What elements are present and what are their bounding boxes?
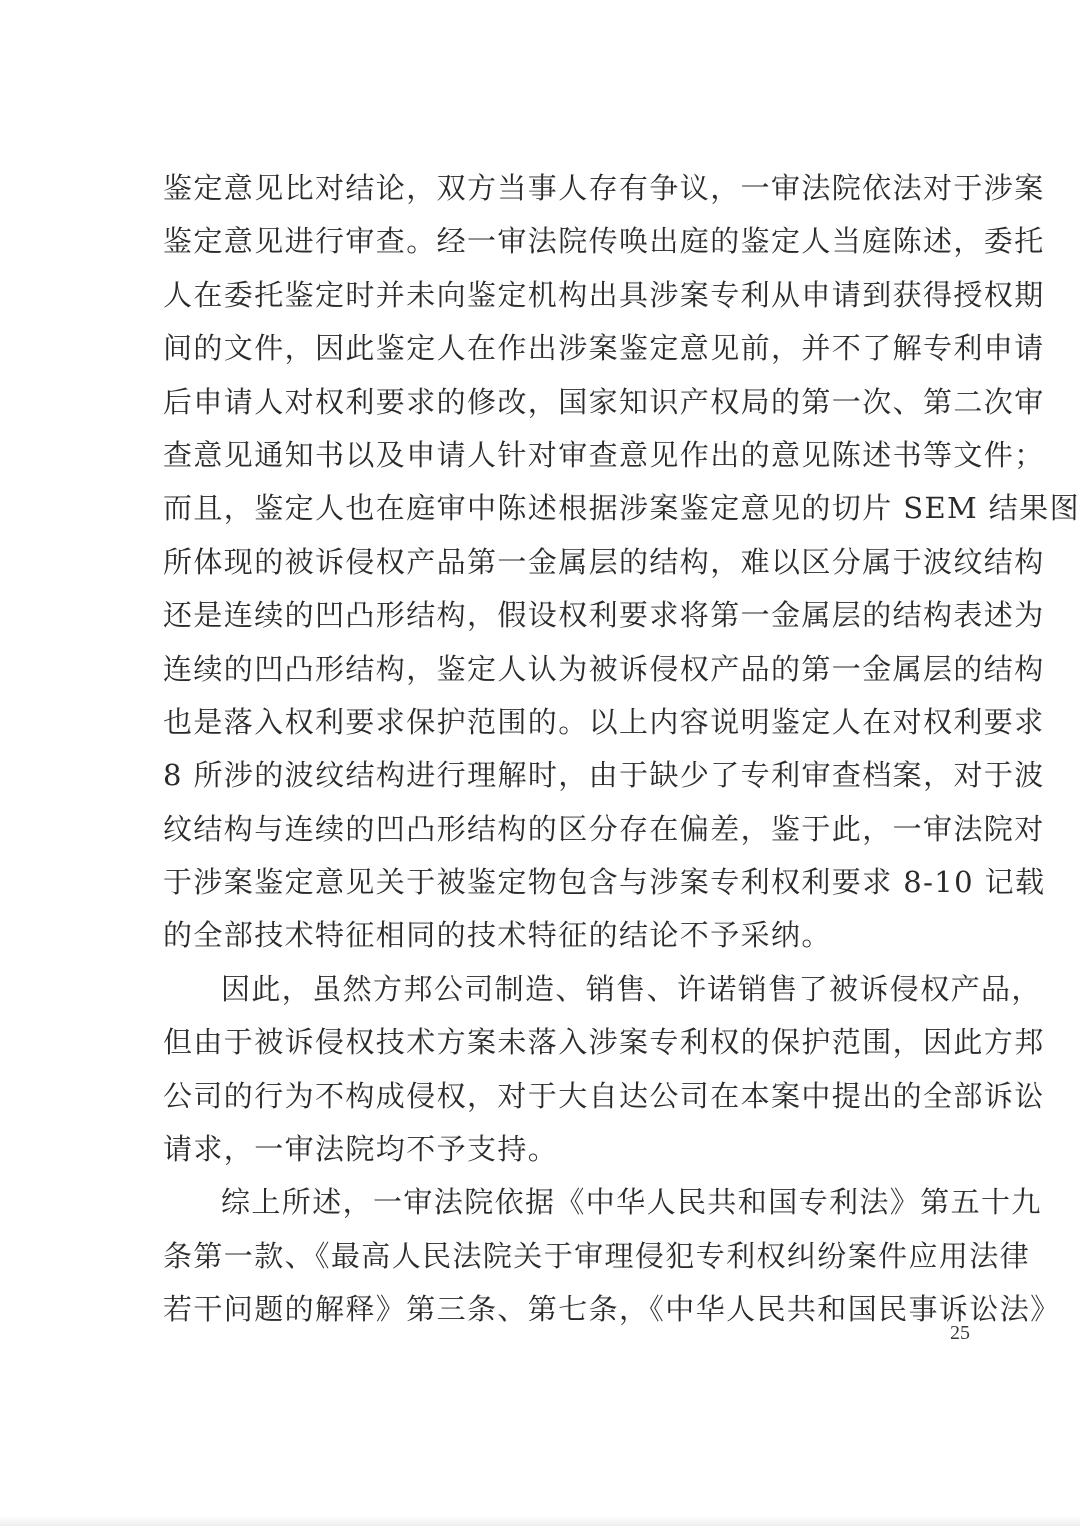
- text-line: 鉴定意见进行审查。经一审法院传唤出庭的鉴定人当庭陈述，委托: [163, 224, 1045, 259]
- text-line: 间的文件，因此鉴定人在作出涉案鉴定意见前，并不了解专利申请: [163, 331, 1045, 366]
- text-line: 还是连续的凹凸形结构，假设权利要求将第一金属层的结构表述为: [163, 598, 1045, 633]
- text-line: 条第一款、《最高人民法院关于审理侵犯专利权纠纷案件应用法律: [163, 1238, 1031, 1273]
- text-line: 综上所述，一审法院依据《中华人民共和国专利法》第五十九: [221, 1185, 1042, 1220]
- text-line: 公司的行为不构成侵权，对于大自达公司在本案中提出的全部诉讼: [163, 1078, 1045, 1113]
- text-line: 连续的凹凸形结构，鉴定人认为被诉侵权产品的第一金属层的结构: [163, 651, 1045, 686]
- text-line: 而且，鉴定人也在庭审中陈述根据涉案鉴定意见的切片 SEM 结果图: [163, 491, 1080, 526]
- text-line: 因此，虽然方邦公司制造、销售、许诺销售了被诉侵权产品，: [221, 971, 1042, 1006]
- page-bottom-edge: [0, 1516, 1080, 1526]
- text-line: 纹结构与连续的凹凸形结构的区分存在偏差，鉴于此，一审法院对: [163, 811, 1045, 846]
- text-line: 所体现的被诉侵权产品第一金属层的结构，难以区分属于波纹结构: [163, 544, 1045, 579]
- text-line: 也是落入权利要求保护范围的。以上内容说明鉴定人在对权利要求: [163, 704, 1045, 739]
- text-line: 人在委托鉴定时并未向鉴定机构出具涉案专利从申请到获得授权期: [163, 277, 1045, 312]
- text-line: 后申请人对权利要求的修改，国家知识产权局的第一次、第二次审: [163, 384, 1045, 419]
- text-line: 8 所涉的波纹结构进行理解时，由于缺少了专利审查档案，对于波: [163, 758, 1045, 793]
- text-line: 的全部技术特征相同的技术特征的结论不予采纳。: [163, 918, 832, 953]
- text-line: 查意见通知书以及申请人针对审查意见作出的意见陈述书等文件；: [163, 437, 1045, 472]
- page-number: 25: [950, 1322, 970, 1344]
- text-line: 但由于被诉侵权技术方案未落入涉案专利权的保护范围，因此方邦: [163, 1025, 1045, 1060]
- text-line: 请求，一审法院均不予支持。: [163, 1132, 559, 1167]
- text-line: 鉴定意见比对结论，双方当事人存有争议，一审法院依法对于涉案: [163, 171, 1045, 205]
- text-line: 若干问题的解释》第三条、第七条，《中华人民共和国民事诉讼法》: [163, 1292, 1061, 1327]
- text-line: 于涉案鉴定意见关于被鉴定物包含与涉案专利权利要求 8-10 记载: [163, 865, 1046, 900]
